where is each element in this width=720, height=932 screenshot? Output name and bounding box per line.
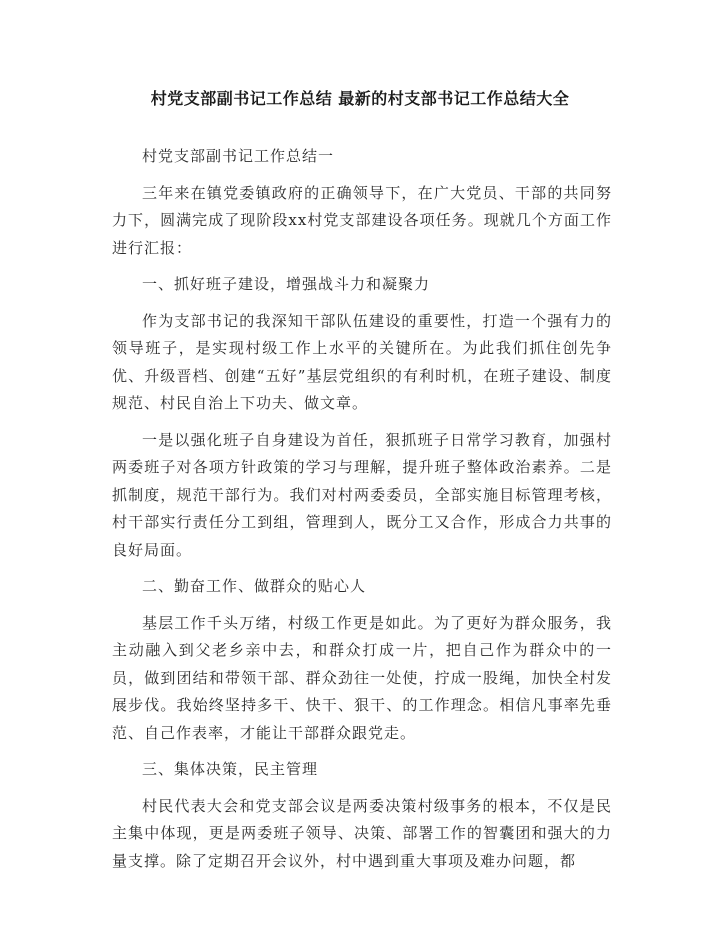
- paragraph: 基层工作千头万绪，村级工作更是如此。为了更好为群众服务，我主动融入到父老乡亲中去，和群众打成一片，把自己作为群众中的一员，做到团结和带领干部、群众劲往一处使，拧成一股绳，加快全村发展步伐。我始终坚持多干、快干、狠干、的工作理念。相信凡事率先垂范、自己作表率，才能让干部群众跟党走。: [112, 613, 612, 742]
- section-heading: 一、抓好班子建设，增强战斗力和凝聚力: [142, 275, 431, 293]
- paragraph: 一是以强化班子自身建设为首任，狠抓班子日常学习教育，加强村两委班子对各项方针政策的学习与理解，提升班子整体政治素养。二是抓制度，规范干部行为。我们对村两委委员，全部实施目标管理考核，村干部实行责任分工到组，管理到人，既分工又合作，形成合力共事的良好局面。: [112, 430, 612, 559]
- section-heading: 二、勤奋工作、做群众的贴心人: [142, 577, 367, 595]
- paragraph: 村民代表大会和党支部会议是两委决策村级事务的根本，不仅是民主集中体现，更是两委班子领导、决策、部署工作的智囊团和强大的力量支撑。除了定期召开会议外，村中遇到重大事项及难办问题，都: [112, 796, 612, 870]
- paragraph: 三年来在镇党委镇政府的正确领导下，在广大党员、干部的共同努力下，圆满完成了现阶段xx村党支部建设各项任务。现就几个方面工作进行汇报：: [112, 183, 612, 257]
- document-body: [112, 143, 612, 884]
- section-heading: 村党支部副书记工作总结一: [142, 147, 335, 165]
- section-heading: 三、集体决策，民主管理: [142, 760, 319, 778]
- document-title: 村党支部副书记工作总结 最新的村支部书记工作总结大全: [150, 89, 570, 108]
- paragraph: 作为支部书记的我深知干部队伍建设的重要性，打造一个强有力的领导班子，是实现村级工作上水平的关键所在。为此我们抓住创先争优、升级晋档、创建“五好”基层党组织的有利时机，在班子建设、制度规范、村民自治上下功夫、做文章。: [112, 311, 612, 412]
